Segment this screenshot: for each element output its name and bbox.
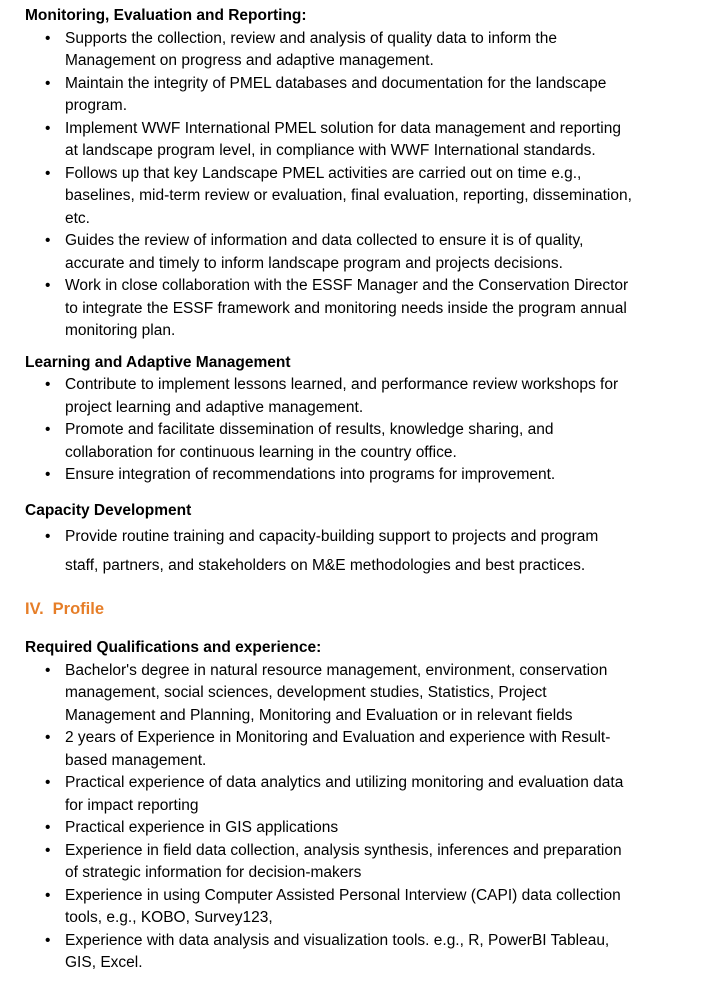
section-heading-monitoring-evaluation-reporting: Monitoring, Evaluation and Reporting:: [25, 7, 307, 24]
bullet-icon: •: [45, 74, 51, 92]
bullet-icon: •: [45, 729, 51, 746]
list-item: [25, 118, 632, 163]
bullet-text: Maintain the integrity of PMEL databases and documentation for the landscape program.: [65, 74, 607, 114]
bullet-text: 2 years of Experience in Monitoring and Evaluation and experience with Result-based management.: [65, 729, 611, 769]
section-required-qualifications: [25, 637, 672, 975]
bullet-text: Experience in using Computer Assisted Personal Interview (CAPI) data collection tools, e.g., KOBO, Survey123,: [65, 886, 621, 926]
list-item: [25, 230, 632, 275]
bullet-text: Work in close collaboration with the ESSF Manager and the Conservation Director to integrate the ESSF framework and monitoring needs inside the program annual monitoring plan.: [65, 277, 629, 339]
list-item: [25, 275, 632, 343]
list-item: [25, 163, 632, 231]
section-heading-profile: [25, 598, 672, 621]
section-heading-capacity-development: Capacity Development: [25, 501, 192, 519]
list-item: [25, 840, 632, 885]
bullet-text: Follows up that key Landscape PMEL activities are carried out on time e.g., baselines, mid-term review or evaluation, final evaluation, reporting, dissemination, etc.: [65, 164, 632, 227]
bullet-icon: •: [45, 466, 51, 483]
section-learning-adaptive-management: [25, 352, 672, 487]
bullet-text: Practical experience of data analytics and utilizing monitoring and evaluation data for impact reporting: [65, 774, 624, 814]
bullet-icon: •: [45, 376, 51, 393]
bullet-text: Promote and facilitate dissemination of results, knowledge sharing, and collaboration for continuous learning in the country office.: [65, 421, 554, 461]
bullet-list-capacity: [25, 522, 672, 580]
bullet-list-qualifications: [25, 660, 672, 975]
bullet-text: Provide routine training and capacity-building support to projects and program staff, partners, and stakeholders on M&E methodologies and best practices.: [65, 528, 599, 574]
list-item: [25, 817, 632, 840]
list-item: [25, 522, 632, 580]
bullet-text: Supports the collection, review and analysis of quality data to inform the Management on progress and adaptive management.: [65, 29, 557, 69]
bullet-text: Experience with data analysis and visualization tools. e.g., R, PowerBI Tableau, GIS, Excel.: [65, 931, 610, 971]
bullet-icon: •: [45, 119, 51, 137]
bullet-icon: •: [45, 421, 51, 438]
list-item: [25, 772, 632, 817]
list-item: [25, 374, 632, 419]
list-item: [25, 73, 632, 118]
section-heading-required-qualifications: Required Qualifications and experience:: [25, 639, 322, 656]
list-item: [25, 28, 632, 73]
bullet-icon: •: [45, 931, 51, 949]
bullet-icon: •: [45, 774, 51, 791]
bullet-icon: •: [45, 886, 51, 904]
bullet-icon: •: [45, 661, 51, 679]
bullet-icon: •: [45, 232, 51, 249]
section-monitoring-evaluation-reporting: [25, 5, 672, 343]
list-item: [25, 930, 632, 975]
bullet-text: Experience in field data collection, analysis synthesis, inferences and preparation of strategic information for decision-makers: [65, 841, 622, 881]
bullet-icon: •: [45, 277, 51, 294]
bullet-icon: •: [45, 819, 51, 836]
section-heading-learning-adaptive-management: Learning and Adaptive Management: [25, 353, 291, 371]
bullet-text: Implement WWF International PMEL solution for data management and reporting at landscape program level, in compliance with WWF International standards.: [65, 119, 621, 159]
bullet-icon: •: [45, 29, 51, 47]
profile-heading-number: IV.: [25, 600, 44, 618]
bullet-text: Bachelor's degree in natural resource management, environment, conservation management, social sciences, development studies, Statistics, Project Management and Planning, Monitoring and Evaluation or in relevant fields: [65, 661, 608, 724]
bullet-text: Practical experience in GIS applications: [65, 819, 339, 836]
bullet-text: Guides the review of information and data collected to ensure it is of quality, accurate and timely to inform landscape program and projects decisions.: [65, 232, 584, 272]
section-profile: [25, 598, 672, 621]
bullet-icon: •: [45, 528, 51, 545]
list-item: [25, 464, 632, 487]
profile-heading-label: Profile: [52, 600, 105, 618]
list-item: [25, 885, 632, 930]
list-item: [25, 419, 632, 464]
bullet-list-monitoring: [25, 28, 672, 343]
list-item: [25, 727, 632, 772]
bullet-icon: •: [45, 841, 51, 859]
bullet-icon: •: [45, 164, 51, 182]
bullet-text: Ensure integration of recommendations into programs for improvement.: [65, 466, 556, 483]
list-item: [25, 660, 632, 728]
section-capacity-development: [25, 500, 672, 581]
bullet-text: Contribute to implement lessons learned, and performance review workshops for project learning and adaptive management.: [65, 376, 619, 416]
bullet-list-learning: [25, 374, 672, 487]
